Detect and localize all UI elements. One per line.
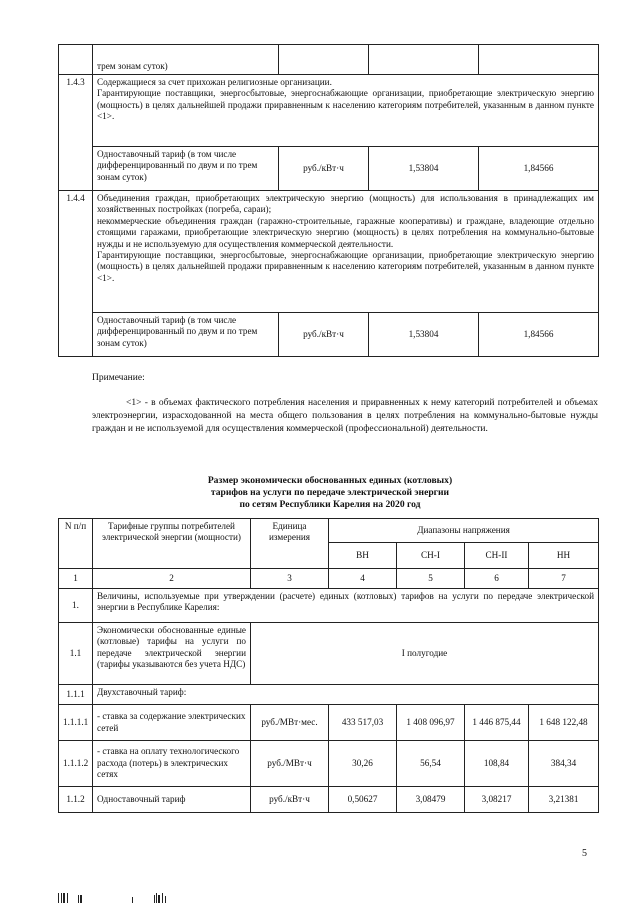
- row-number: 1.1: [59, 623, 93, 685]
- tariff-value-2: 1,84566: [479, 147, 599, 191]
- unit: руб./кВт·ч: [279, 313, 369, 357]
- column-number: 7: [529, 569, 599, 589]
- heading-line: тарифов на услуги по передаче электрической энергии: [210, 487, 450, 498]
- value-nn: 3,21381: [529, 787, 599, 813]
- row-text: Величины, используемые при утверждении (расчете) единых (котловых) тарифов на услуги по передаче электрической энергии в Республике Карелия:: [93, 589, 599, 623]
- value-nn: 384,34: [529, 741, 599, 787]
- unit: руб./кВт·ч: [251, 787, 329, 813]
- row-text: Двухставочный тариф:: [93, 685, 599, 705]
- heading-line: по сетям Республики Карелия на 2020 год: [239, 499, 421, 510]
- tariff-label: Одноставочный тариф (в том числе дифференцированный по двум и по трем зонам суток): [93, 147, 279, 191]
- value-sn1: 56,54: [397, 741, 465, 787]
- column-number: 1: [59, 569, 93, 589]
- cell-empty: [479, 45, 599, 75]
- row-number: 1.1.1.2: [59, 741, 93, 787]
- heading-line: Размер экономически обоснованных единых (котловых): [207, 475, 453, 486]
- row-number: 1.: [59, 589, 93, 623]
- network-tariff-table: [58, 518, 599, 813]
- cell-empty: [279, 45, 369, 75]
- tariff-label-continued: трем зонам суток): [93, 45, 279, 75]
- section-heading: [60, 475, 600, 511]
- description-line: некоммерческие объединения граждан (гаражно-строительные, гаражные кооперативы) и граждане, владеющие отдельно стоящими гаражами, приобретающие электрическую энергию (мощность) в целях потребления на коммунально-бытовые нужды и не используемую для осуществления коммерческой деятельности.: [97, 215, 594, 249]
- cell-empty: [59, 45, 93, 75]
- note-title: Примечание:: [92, 373, 145, 383]
- page-number: 5: [582, 848, 587, 859]
- header-unit: Единица измерения: [251, 519, 329, 569]
- row-text: - ставка за содержание электрических сетей: [93, 705, 251, 741]
- column-number: 2: [93, 569, 251, 589]
- header-sn2: СН-II: [465, 543, 529, 569]
- value-nn: 1 648 122,48: [529, 705, 599, 741]
- row-number: 1.1.1.1: [59, 705, 93, 741]
- column-number: 3: [251, 569, 329, 589]
- row-text: - ставка на оплату технологического расхода (потерь) в электрических сетях: [93, 741, 251, 787]
- category-description: [93, 75, 599, 147]
- unit: руб./МВт·ч: [251, 741, 329, 787]
- header-group: Тарифные группы потребителей электрической энергии (мощности): [93, 519, 251, 569]
- header-sn1: СН-I: [397, 543, 465, 569]
- note-text: <1> - в объемах фактического потребления населения и приравненных к нему категорий потребителей и объемах электроэнергии, израсходованной на места общего пользования в целях потребления на коммунально-бытовые нужды граждан и не используемой для осуществления коммерческой (профессиональной) деятельности.: [92, 398, 598, 434]
- value-sn2: 1 446 875,44: [465, 705, 529, 741]
- value-vn: 30,26: [329, 741, 397, 787]
- value-vn: 433 517,03: [329, 705, 397, 741]
- tariff-value-2: 1,84566: [479, 313, 599, 357]
- header-num: N п/п: [59, 519, 93, 569]
- tariff-label: Одноставочный тариф (в том числе дифференцированный по двум и по трем зонам суток): [93, 313, 279, 357]
- row-text: Экономически обоснованные единые (котловые) тарифы на услуги по передаче электрической энергии (тарифы указываются без учета НДС): [93, 623, 251, 685]
- column-number: 5: [397, 569, 465, 589]
- header-vn: ВН: [329, 543, 397, 569]
- value-sn1: 1 408 096,97: [397, 705, 465, 741]
- tariff-value-1: 1,53804: [369, 313, 479, 357]
- description-line: Содержащиеся за счет прихожан религиозные организации.: [97, 77, 332, 87]
- period-label: I полугодие: [251, 623, 599, 685]
- header-nn: НН: [529, 543, 599, 569]
- column-number: 6: [465, 569, 529, 589]
- row-number: 1.4.4: [59, 191, 93, 357]
- row-number: 1.1.1: [59, 685, 93, 705]
- row-number: 1.4.3: [59, 75, 93, 191]
- value-sn2: 3,08217: [465, 787, 529, 813]
- header-ranges: Диапазоны напряжения: [329, 519, 599, 543]
- tariff-value-1: 1,53804: [369, 147, 479, 191]
- value-sn2: 108,84: [465, 741, 529, 787]
- unit: руб./кВт·ч: [279, 147, 369, 191]
- value-vn: 0,50627: [329, 787, 397, 813]
- value-sn1: 3,08479: [397, 787, 465, 813]
- row-text: Одноставочный тариф: [93, 787, 251, 813]
- description-line: Гарантирующие поставщики, энергосбытовые, энергоснабжающие организации, приобретающие электрическую энергию (мощность) в целях дальнейшей продажи приравненным к населению категориям потребителей, указанным в данном пункте <1>.: [97, 88, 594, 122]
- description-line: Гарантирующие поставщики, энергосбытовые, энергоснабжающие организации, приобретающие электрическую энергию (мощность) в целях дальнейшей продажи приравненным к населению категориям потребителей, указанным в данном пункте <1>.: [97, 250, 594, 283]
- cell-empty: [369, 45, 479, 75]
- description-line: Объединения граждан, приобретающих электрическую энергию (мощность) для использования в принадлежащих им хозяйственных постройках (погреба, сараи);: [97, 193, 594, 215]
- column-number: 4: [329, 569, 397, 589]
- barcode-icon: [58, 893, 178, 903]
- category-description: [93, 191, 599, 313]
- top-tariff-table: [58, 44, 599, 357]
- unit: руб./МВт·мес.: [251, 705, 329, 741]
- row-number: 1.1.2: [59, 787, 93, 813]
